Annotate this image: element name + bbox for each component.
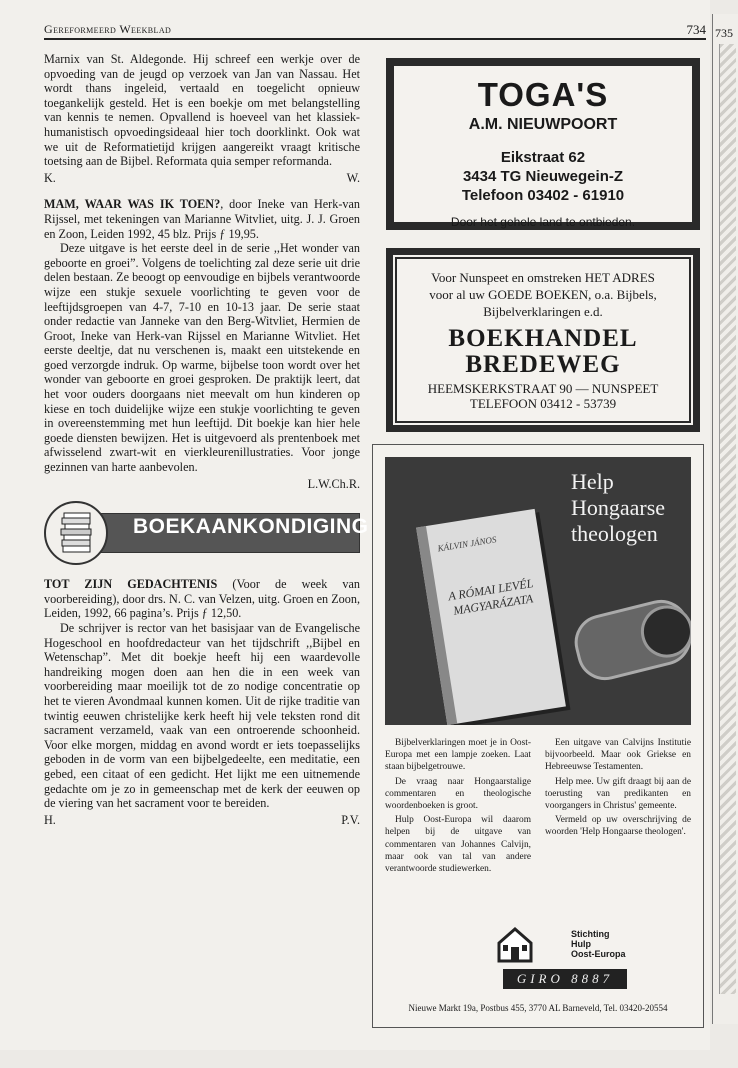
signature-1: [44, 171, 360, 186]
left-column: [44, 52, 369, 839]
church-logo-icon: [495, 923, 535, 963]
journal-title: Gereformeerd Weekblad: [44, 22, 172, 36]
signature-3: [44, 813, 360, 828]
organization-name: [571, 929, 626, 959]
bredeweg-intro: [393, 269, 693, 320]
book-author: KÁLVIN JÁNOS: [436, 534, 498, 554]
toga-address: [394, 148, 692, 205]
bredeweg-line: voor al uw GOEDE BOEKEN, o.a. Bijbels,: [429, 287, 657, 302]
help-paragraph: Help mee. Uw gift draagt bij aan de toerusting van predikanten en voorgangers in Christus' gemeente.: [545, 776, 691, 812]
toga-note: Door het gehele land te ontbieden.: [450, 215, 636, 229]
review2-text: De schrijver is rector van het basisjaar van de Evangelische Hogeschool en hoofdredacteur van het tijdschrift ,,Bijbel en Wetenschap”. Met dit boekje heeft hij een waardevolle handreiking mogen doen aan hen die in een week van voorbereiding maar moeilijk tot de zo nodige concentratie op het te vieren Avondmaal kunnen komen. Uit de rijke traditie van twintig eeuwen christelijke kerk heeft hij vele teksten rond dit sacrament verzameld, vaak van een ontroerende schoonheid. Voor elke morgen, middag en avond wordt er iets toepasselijks geboden in de vorm van een bijbelgedeelte, een meditatie, een gebed, een citaat of een gedicht. Het lijkt me een uitnemende gedachte om je zo in gemeenschap met de kerk der eeuwen op de viering van het sacrament voor te bereiden.: [44, 621, 360, 811]
boekaankondiging-banner: [44, 501, 369, 561]
bredeweg-name: [393, 326, 693, 378]
signature-initial-left: H.: [44, 812, 56, 827]
help-paragraph: De vraag naar Hongaarstalige commentaren en theologische woordenboeken is groot.: [385, 776, 531, 812]
toga-city: 3434 TG Nieuwegein-Z: [462, 168, 624, 185]
bredeweg-advertisement: [386, 248, 700, 432]
bredeweg-phone: TELEFOON 03412 - 53739: [469, 396, 617, 411]
book2-details: (Voor de week van voorbereiding), door drs. N. C. van Velzen, uitg. Groen en Zoon, Leiden, 1992, 66 pagina’s. Prijs ƒ 12,50.: [44, 577, 360, 621]
signature-initial-right: P.V.: [341, 812, 360, 827]
help-text: [385, 737, 691, 877]
bredeweg-line: Bijbelverklaringen e.d.: [483, 304, 603, 319]
banner-bar: [88, 513, 369, 553]
page-number: 734: [686, 22, 706, 37]
bredeweg-name-line: BREDEWEG: [465, 351, 621, 378]
bredeweg-name-line: BOEKHANDEL: [448, 325, 638, 352]
signature-initial-right: W.: [346, 170, 360, 185]
help-paragraph: Een uitgave van Calvijns Institutie bijvoorbeeld. Maar ook Griekse en Hebreeuwse Testamenten.: [545, 738, 691, 773]
toga-advertisement: [386, 58, 700, 230]
toga-street: Eikstraat 62: [500, 149, 586, 166]
signature-initial-left: K.: [44, 170, 56, 185]
help-title-line: Help: [571, 469, 614, 494]
books-stack-icon: [44, 501, 108, 565]
review1-text: Deze uitgave is het eerste deel in de serie ,,Het wonder van geboorte en groei”. Volgens de toelichting zal deze serie uit drie delen bestaan. Ze beoogt op eenvoudige en bijbels verantwoorde wijze een stukje sexuele voorlichting te geven voor de leeftijdsgroepen van 4-7, 7-10 en 10-13 jaar. De serie staat onder redactie van Janneke van den Berg-Witvliet, Hermien de Groot, Ineke van Herk-van Rijssel en Marianne Witvliet. Het eerste deeltje, dat nu verschenen is, maakt een uitstekende en goed verzorgde indruk. Op warme, bijbelse toon wordt over het wonder van geboorte en groei gesproken. De praktijk leert, dat het voor ouders doorgaans niet meevalt om hun kinderen op kiese en toch duidelijke wijze een stukje voorlichting te geven in overeenstemming met hun leeftijd. Dit boekje kan hier hele goede diensten bewijzen. Het is uitgevoerd als prentenboek met afwisselend zwart-wit en vierkleurenillustraties. Voor jonge gezinnen van harte aanbevolen.: [44, 241, 360, 475]
intro-paragraph: Marnix van St. Aldegonde. Hij schreef een werkje over de opvoeding van de jeugd op verzoek van Jan van Nassau. Het wordt thans ingeleid, vertaald en toegelicht opnieuw toegankelijk gesteld. Het is een boekje om met belangstelling van kennis te nemen. Opvallend is hoeveel van het klassiek-humanistisch opvoedingsideaal hier toch doorklinkt. Ook wat we uit de Reformatietijd krijgen aangereikt vraagt kritische toetsing aan de Bijbel. Reformata quia semper reformanda.: [44, 52, 360, 169]
bredeweg-address: HEEMSKERKSTRAAT 90 — NUNSPEET: [427, 381, 659, 396]
bredeweg-contact: [393, 381, 693, 411]
help-paragraph: Vermeld op uw overschrijving de woorden 'Help Hongaarse theologen'.: [545, 815, 691, 838]
book-image: [416, 509, 566, 725]
org-line: Hulp: [571, 939, 591, 949]
next-page-number: 735: [715, 26, 733, 40]
flashlight-image: [569, 594, 691, 686]
bredeweg-line: Voor Nunspeet en omstreken HET ADRES: [431, 270, 655, 285]
next-page-stripe: [719, 44, 736, 994]
org-line: Stichting: [571, 929, 610, 939]
help-title-line: Hongaarse: [571, 495, 666, 520]
giro-number: GIRO 8887: [503, 969, 627, 989]
help-paragraph: Hulp Oost-Europa wil daarom helpen bij de uitgave van commentaren van Johannes Calvijn, maar ook van tal van andere verantwoorde studiewerken.: [385, 815, 531, 875]
help-paragraph: Bijbelverklaringen moet je in Oost-Europa met een lampje zoeken. Laat staan bijbelgetrouwe.: [385, 738, 531, 773]
toga-name: TOGA'S: [477, 76, 609, 113]
book-title: A RÓMAI LEVÉL MAGYARÁZATA: [447, 576, 535, 618]
book1-heading: [44, 197, 360, 241]
book2-heading: [44, 577, 360, 621]
help-title-line: theologen: [571, 521, 658, 546]
banner-text: BOEKAANKONDIGING: [133, 515, 369, 539]
toga-owner: A.M. NIEUWPOORT: [468, 116, 618, 133]
page-header: [44, 18, 706, 40]
org-line: Oost-Europa: [571, 949, 626, 959]
help-title: [571, 469, 665, 547]
next-page-edge: [712, 14, 738, 1024]
book-and-lamp-photo: [385, 457, 691, 725]
book2-title: TOT ZIJN GEDACHTENIS: [44, 577, 218, 592]
book1-title: MAM, WAAR WAS IK TOEN?: [44, 197, 221, 212]
toga-phone: Telefoon 03402 - 61910: [461, 187, 625, 204]
signature-2: L.W.Ch.R.: [307, 476, 360, 491]
help-hongaarse-theologen-advertisement: [372, 444, 704, 1028]
book1-details: , door Ineke van Herk-van Rijssel, met tekeningen van Marianne Witvliet, uitg. J. J. Groen en Zoon, Leiden 1992, 45 blz. Prijs ƒ 19,95.: [44, 197, 360, 241]
help-address: Nieuwe Markt 19a, Postbus 455, 3770 AL Barneveld, Tel. 03420-20554: [408, 1003, 668, 1013]
